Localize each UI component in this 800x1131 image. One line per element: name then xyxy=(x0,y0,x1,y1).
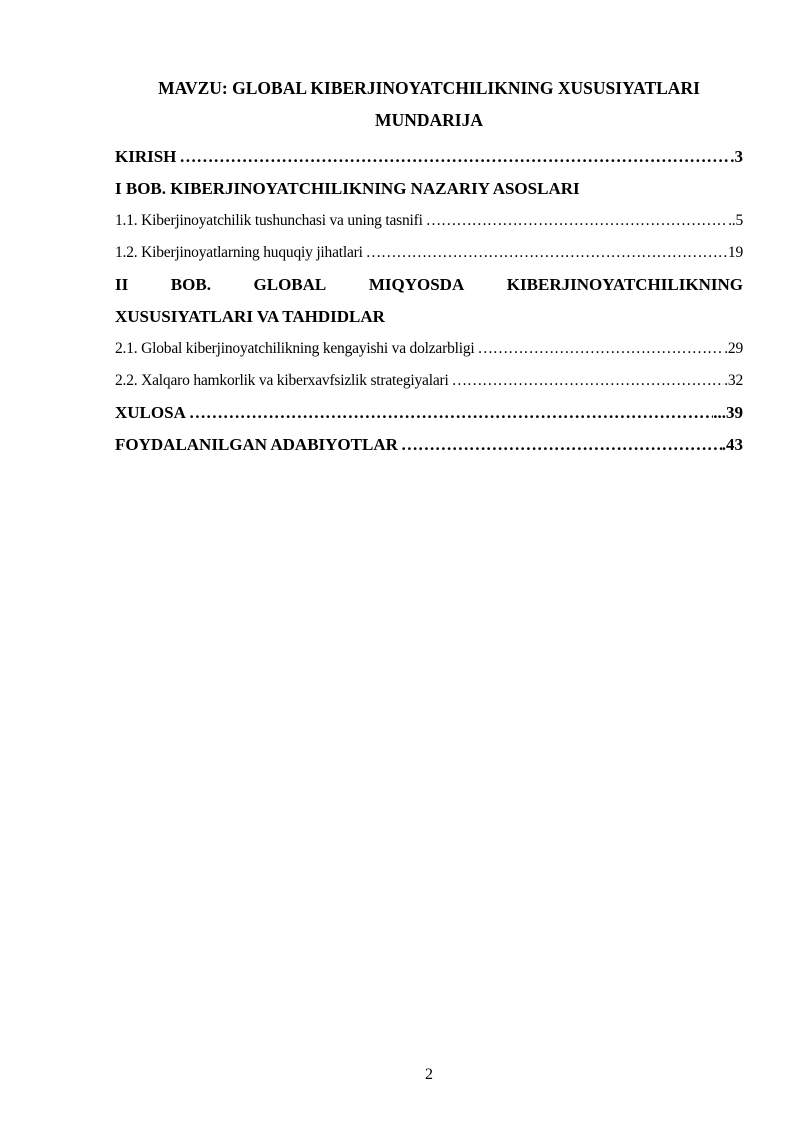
toc-entry-page: .43 xyxy=(721,435,743,454)
page-number: 2 xyxy=(425,1066,433,1083)
toc-heading: MUNDARIJA xyxy=(375,110,483,130)
toc-entry-label: KIRISH xyxy=(115,147,177,166)
toc-entry-page: .29 xyxy=(724,340,743,357)
toc-chapter-1[interactable] xyxy=(115,173,743,205)
toc-leader-dots xyxy=(176,141,730,173)
toc-entry-1-2[interactable] xyxy=(115,237,743,269)
toc-entry-label: 1.2. Kiberjinoyatlarning huquqiy jihatlari xyxy=(115,244,363,261)
toc-entry-page: 19 xyxy=(727,244,743,261)
toc-entry-1-1[interactable] xyxy=(115,205,743,237)
toc-entry-label: FOYDALANILGAN ADABIYOTLAR xyxy=(115,435,398,454)
toc-entry-label: XUSUSIYATLARI VA TAHDIDLAR xyxy=(115,307,385,326)
toc-chapter-2-word: MIQYOSDA xyxy=(368,275,465,294)
toc-entry-label: 2.2. Xalqaro hamkorlik va kiberxavfsizlik strategiyalari xyxy=(115,372,449,389)
toc-chapter-2[interactable] xyxy=(115,269,743,301)
table-of-contents xyxy=(115,141,743,461)
toc-entry-xulosa[interactable] xyxy=(115,397,743,429)
toc-entry-label: 1.1. Kiberjinoyatchilik tushunchasi va uning tasnifi xyxy=(115,212,423,229)
toc-chapter-2-word: II xyxy=(115,275,129,294)
toc-entry-page: ...39 xyxy=(713,403,743,422)
toc-entry-kirish[interactable] xyxy=(115,141,743,173)
toc-chapter-2-word: KIBERJINOYATCHILIKNING xyxy=(506,275,743,294)
toc-entry-label: 2.1. Global kiberjinoyatchilikning kengayishi va dolzarbligi xyxy=(115,340,475,357)
toc-leader-dots xyxy=(449,365,725,397)
toc-leader-dots xyxy=(186,397,713,429)
toc-leader-dots xyxy=(398,429,722,461)
toc-entry-2-2[interactable] xyxy=(115,365,743,397)
toc-leader-dots xyxy=(423,205,728,237)
toc-entry-page: ..5 xyxy=(728,212,743,229)
toc-entry-page: .32 xyxy=(724,372,743,389)
toc-entry-label: I BOB. KIBERJINOYATCHILIKNING NAZARIY ASOSLARI xyxy=(115,179,580,198)
toc-entry-page: .3 xyxy=(730,147,743,166)
toc-chapter-2-word: BOB. xyxy=(170,275,211,294)
toc-leader-dots xyxy=(363,237,728,269)
document-title: MAVZU: GLOBAL KIBERJINOYATCHILIKNING XUSUSIYATLARI xyxy=(158,78,700,98)
toc-chapter-2-word: GLOBAL xyxy=(253,275,327,294)
toc-leader-dots xyxy=(475,333,725,365)
toc-entry-2-1[interactable] xyxy=(115,333,743,365)
toc-entry-label: XULOSA xyxy=(115,403,186,422)
toc-entry-adabiyotlar[interactable] xyxy=(115,429,743,461)
toc-chapter-2-continued[interactable] xyxy=(115,301,743,333)
